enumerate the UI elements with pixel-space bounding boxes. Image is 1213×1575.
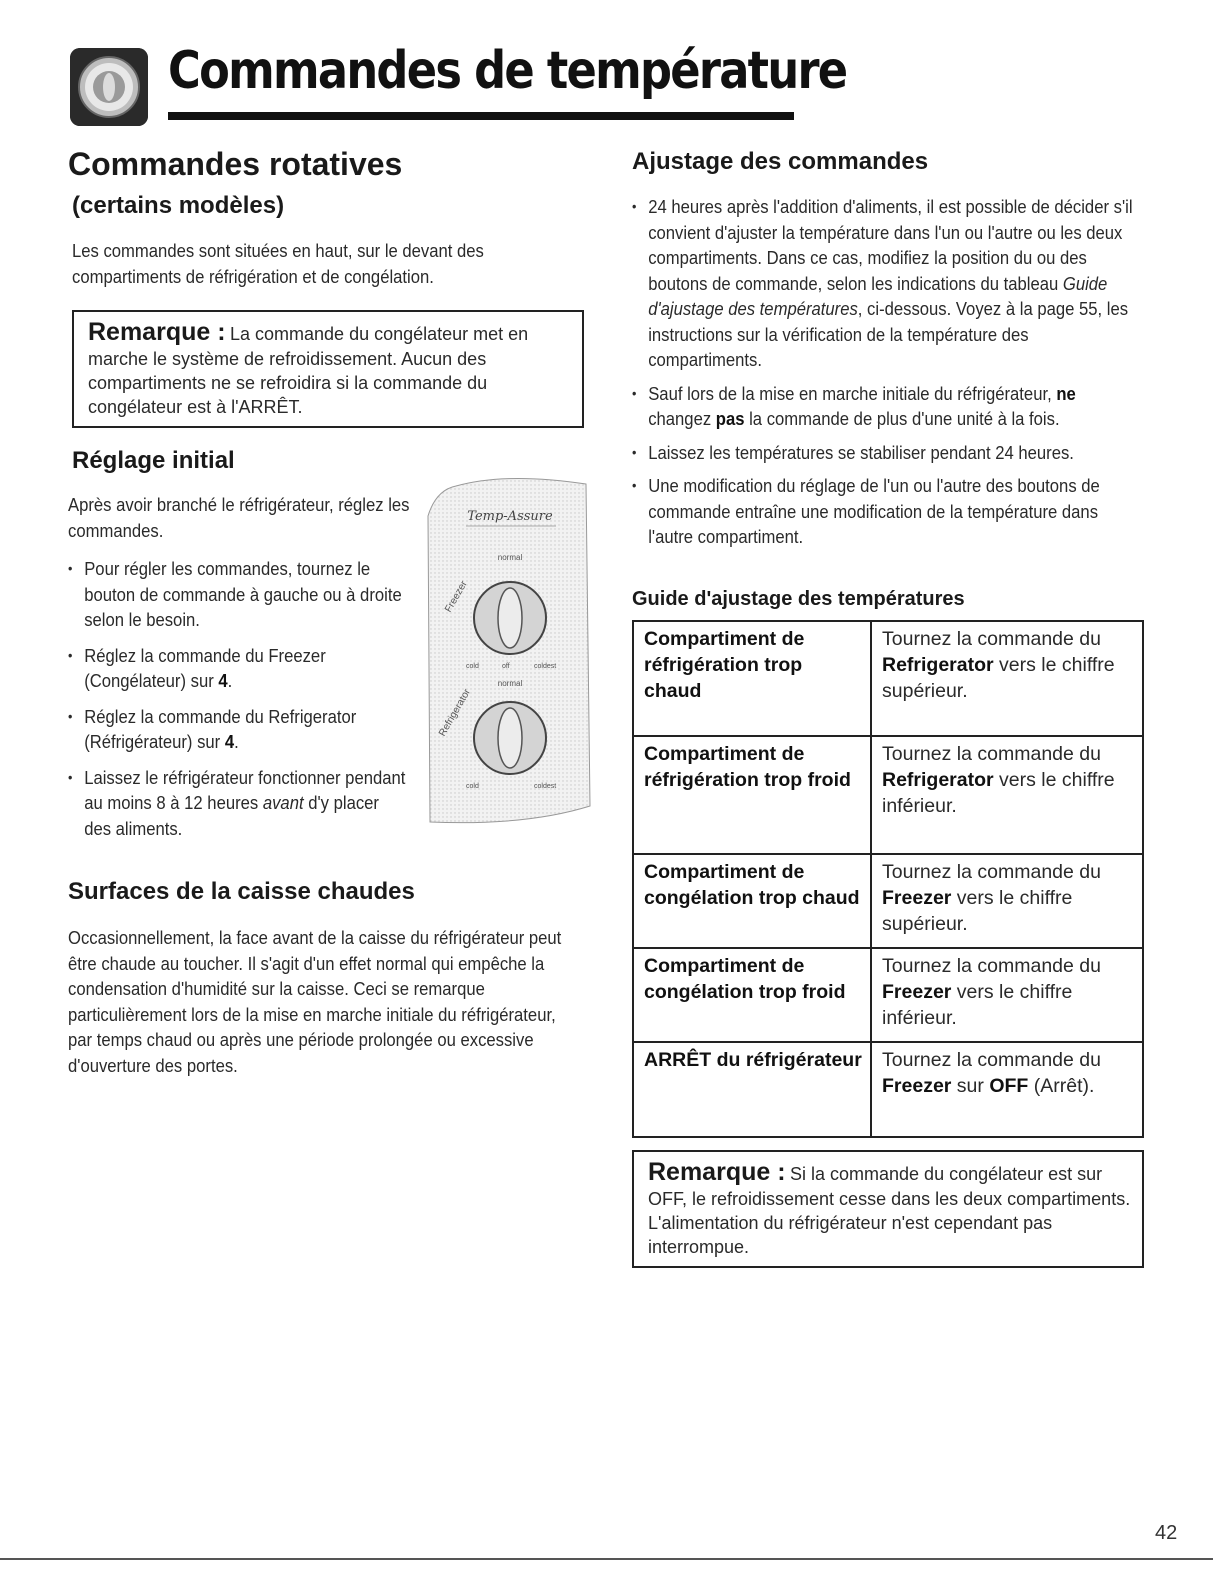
temperature-control-panel-illustration [426, 476, 592, 832]
svg-text:normal: normal [497, 553, 523, 562]
freezer-label: Freezer [443, 579, 470, 615]
surfaces-paragraph: Occasionnellement, la face avant de la caisse du réfrigérateur peut être chaude au toucher. Il s'agit d'un effet normal qui empêche la condensation d'humidité sur la caisse. Ceci se remarque particulièrement lors de la mise en marche initiale du réfrigérateur, par temps chaud ou après une période prolongée ou excessive d'ouverture des portes. [68, 927, 562, 1076]
list-item: • Réglez la commande du Freezer (Congélateur) sur 4. [68, 643, 410, 694]
list-item: • Sauf lors de la mise en marche initiale du réfrigérateur, ne changez pas la commande de plus d'une unité à la fois. [632, 381, 1141, 432]
table-row: Compartiment de congélation trop chaud Tournez la commande du Freezer vers le chiffre supérieur. [633, 854, 1143, 948]
section-title-ajustage: Ajustage des commandes [632, 148, 929, 175]
list-item: • Une modification du réglage de l'un ou l'autre des boutons de commande entraîne une modification de la température dans l'autre compartiment. [632, 473, 1141, 550]
section-subtitle: (certains modèles) [72, 192, 285, 219]
list-item: • Laissez les températures se stabiliser pendant 24 heures. [632, 440, 1141, 466]
page-number: 42 [1155, 1522, 1178, 1544]
table-row: Compartiment de congélation trop froid Tournez la commande du Freezer vers le chiffre inférieur. [633, 948, 1143, 1042]
list-item: • Réglez la commande du Refrigerator (Réfrigérateur) sur 4. [68, 704, 410, 755]
reglage-bullet-list [68, 556, 410, 841]
guide-table-title: Guide d'ajustage des températures [632, 588, 965, 610]
svg-text:cold: cold [466, 783, 479, 790]
table-row: Compartiment de réfrigération trop froid Tournez la commande du Refrigerator vers le chiffre inférieur. [633, 736, 1143, 854]
table-row: Compartiment de réfrigération trop chaud Tournez la commande du Refrigerator vers le chiffre supérieur. [633, 621, 1143, 736]
note-label: Remarque : [88, 318, 226, 346]
thermostat-dial-icon [70, 48, 148, 126]
section-title-commandes-rotatives: Commandes rotatives [68, 146, 403, 182]
page-title: Commandes de température [168, 41, 847, 101]
list-item: • 24 heures après l'addition d'aliments, il est possible de décider s'il convient d'ajuster la température dans l'un ou l'autre ou les deux compartiments. Dans ce cas, modifiez la position du ou des boutons de commande, selon les indications du tableau Guide d'ajustage des températures, ci-dessous. Voyez à la page 55, les instructions sur la vérification de la température des compartiments. [632, 194, 1141, 373]
section-title-reglage-initial: Réglage initial [72, 447, 235, 474]
reglage-intro: Après avoir branché le réfrigérateur, réglez les commandes. [68, 494, 410, 541]
table-row: ARRÊT du réfrigérateur Tournez la commande du Freezer sur OFF (Arrêt). [633, 1042, 1143, 1137]
svg-text:coldest: coldest [534, 783, 557, 790]
ajustage-bullet-list [632, 194, 1141, 550]
guide-table [632, 620, 1144, 1138]
dial-brand: Temp-Assure [467, 509, 553, 524]
svg-text:cold: cold [466, 663, 479, 670]
list-item: • Laissez le réfrigérateur fonctionner pendant au moins 8 à 12 heures avant d'y placer des aliments. [68, 765, 410, 842]
note-box-congelateur [72, 310, 584, 428]
section-title-surfaces: Surfaces de la caisse chaudes [68, 878, 415, 905]
list-item: • Pour régler les commandes, tournez le bouton de commande à gauche ou à droite selon le besoin. [68, 556, 410, 633]
svg-text:coldest: coldest [534, 663, 557, 670]
note-label: Remarque : [648, 1158, 786, 1186]
note-box-off [632, 1150, 1144, 1268]
refrigerator-label: Refrigerator [437, 687, 474, 739]
note-text: La commande du congélateur met en marche le système de refroidissement. Aucun des compartiments ne se refroidira si la commande du congélateur est à l'ARRÊT. [88, 324, 529, 417]
footer-divider [0, 1558, 1213, 1560]
title-underline [168, 112, 794, 120]
intro-paragraph: Les commandes sont situées en haut, sur le devant des compartiments de réfrigération et de congélation. [72, 240, 484, 287]
svg-text:normal: normal [497, 679, 523, 688]
svg-text:off: off [502, 663, 510, 670]
note-text: Si la commande du congélateur est sur OFF, le refroidissement cesse dans les deux compartiments. L'alimentation du réfrigérateur n'est cependant pas interrompue. [648, 1164, 1131, 1257]
